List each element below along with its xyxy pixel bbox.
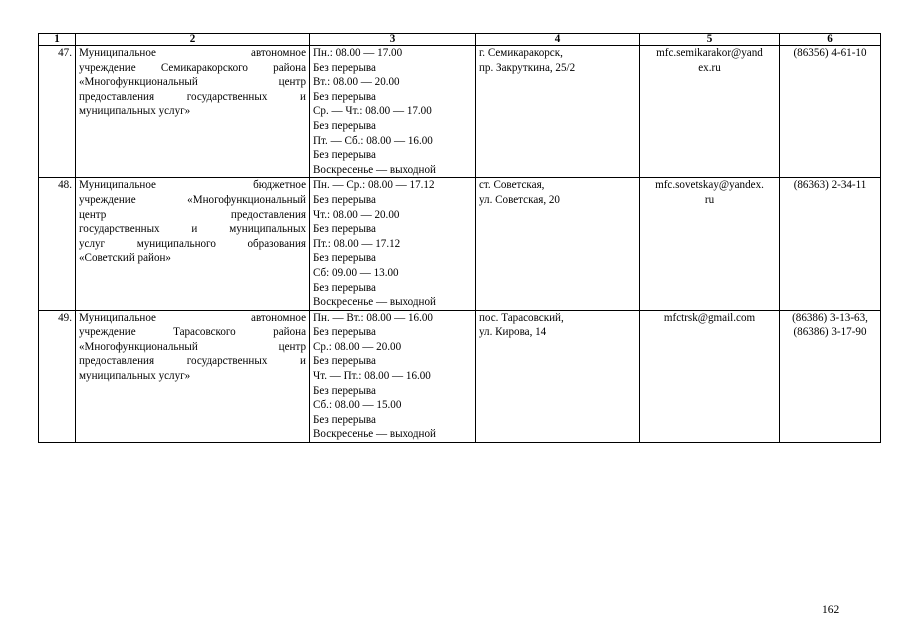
working-hours: [310, 46, 476, 178]
phone: [780, 310, 881, 442]
organization-name-line: Муниципальное автономное: [79, 311, 306, 324]
organization-name-line: услуг муниципального образования: [79, 237, 306, 250]
organization-name: [76, 310, 310, 442]
col-header-4: 4: [476, 34, 640, 46]
working-hours: [310, 178, 476, 310]
col-header-6: 6: [780, 34, 881, 46]
organization-name-line: учреждение Семикаракорского района: [79, 61, 306, 74]
phone: [780, 46, 881, 178]
phone-line: (86386) 3-17-90: [793, 326, 867, 339]
working-hours-line: Без перерыва: [313, 355, 376, 368]
working-hours-line: Пт. — Сб.: 08.00 — 16.00: [313, 134, 433, 147]
table-row: [39, 46, 881, 178]
address-line: ст. Советская,: [479, 179, 545, 192]
email-line: mfctrsk@gmail.com: [663, 311, 756, 324]
email-line: ex.ru: [698, 61, 721, 74]
working-hours-line: Без перерыва: [313, 281, 376, 294]
mfc-table: [38, 33, 881, 443]
email: [640, 46, 780, 178]
row-number: 47.: [39, 46, 76, 178]
col-header-5: 5: [640, 34, 780, 46]
working-hours-line: Воскресенье — выходной: [313, 428, 436, 441]
phone-line: (86356) 4-61-10: [793, 47, 867, 59]
organization-name-line: муниципальных услуг»: [79, 105, 191, 118]
organization-name-line: учреждение «Многофункциональный: [79, 193, 306, 206]
phone: [780, 178, 881, 310]
organization-name-line: Муниципальное бюджетное: [79, 179, 306, 192]
working-hours-line: Воскресенье — выходной: [313, 163, 436, 176]
header-row: [39, 34, 881, 46]
working-hours-line: Воскресенье — выходной: [313, 296, 436, 309]
col-header-1: 1: [39, 34, 76, 46]
email-line: mfc.semikarakor@yand: [656, 47, 763, 59]
table-row: [39, 178, 881, 310]
working-hours-line: Чт.: 08.00 — 20.00: [313, 208, 400, 221]
working-hours-line: Пн. — Вт.: 08.00 — 16.00: [313, 311, 433, 324]
address: [476, 310, 640, 442]
address: [476, 178, 640, 310]
working-hours-line: Без перерыва: [313, 252, 376, 265]
address-line: пр. Закруткина, 25/2: [479, 61, 576, 74]
col-header-2: 2: [76, 34, 310, 46]
col-header-3: 3: [310, 34, 476, 46]
row-number: 49.: [39, 310, 76, 442]
address-line: г. Семикаракорск,: [479, 47, 563, 59]
working-hours-line: Сб: 09.00 — 13.00: [313, 266, 399, 279]
working-hours-line: Ср.: 08.00 — 20.00: [313, 340, 402, 353]
organization-name-line: Муниципальное автономное: [79, 47, 306, 59]
organization-name-line: учреждение Тарасовского района: [79, 326, 306, 339]
working-hours-line: Без перерыва: [313, 149, 376, 162]
working-hours-line: Пн.: 08.00 — 17.00: [313, 47, 403, 59]
organization-name-line: государственных и муниципальных: [79, 223, 306, 236]
organization-name: [76, 178, 310, 310]
organization-name-line: «Многофункциональный центр: [79, 76, 306, 89]
address-line: ул. Советская, 20: [479, 193, 560, 206]
working-hours-line: Пн. — Ср.: 08.00 — 17.12: [313, 179, 435, 192]
working-hours-line: Без перерыва: [313, 61, 376, 74]
organization-name-line: муниципальных услуг»: [79, 370, 191, 383]
working-hours-line: Пт.: 08.00 — 17.12: [313, 237, 401, 250]
email-line: ru: [704, 193, 715, 206]
working-hours-line: Без перерыва: [313, 193, 376, 206]
working-hours-line: Без перерыва: [313, 119, 376, 132]
phone-line: (86386) 3-13-63,: [792, 311, 868, 324]
working-hours-line: Без перерыва: [313, 384, 376, 397]
organization-name-line: предоставления государственных и: [79, 90, 306, 103]
table-row: [39, 310, 881, 442]
row-number: 48.: [39, 178, 76, 310]
working-hours: [310, 310, 476, 442]
address-line: ул. Кирова, 14: [479, 326, 547, 339]
organization-name-line: «Многофункциональный центр: [79, 340, 306, 353]
working-hours-line: Без перерыва: [313, 413, 376, 426]
phone-line: (86363) 2-34-11: [793, 179, 867, 192]
email-line: mfc.sovetskay@yandex.: [655, 179, 764, 192]
working-hours-line: Сб.: 08.00 — 15.00: [313, 399, 402, 412]
organization-name: [76, 46, 310, 178]
working-hours-line: Без перерыва: [313, 326, 376, 339]
email: [640, 310, 780, 442]
working-hours-line: Вт.: 08.00 — 20.00: [313, 76, 400, 89]
address-line: пос. Тарасовский,: [479, 311, 564, 324]
organization-name-line: центр предоставления: [79, 208, 306, 221]
working-hours-line: Без перерыва: [313, 90, 376, 103]
working-hours-line: Чт. — Пт.: 08.00 — 16.00: [313, 370, 431, 383]
working-hours-line: Ср. — Чт.: 08.00 — 17.00: [313, 105, 432, 118]
page-number: 162: [822, 604, 840, 616]
organization-name-line: «Советский район»: [79, 252, 171, 265]
organization-name-line: предоставления государственных и: [79, 355, 306, 368]
email: [640, 178, 780, 310]
working-hours-line: Без перерыва: [313, 223, 376, 236]
address: [476, 46, 640, 178]
